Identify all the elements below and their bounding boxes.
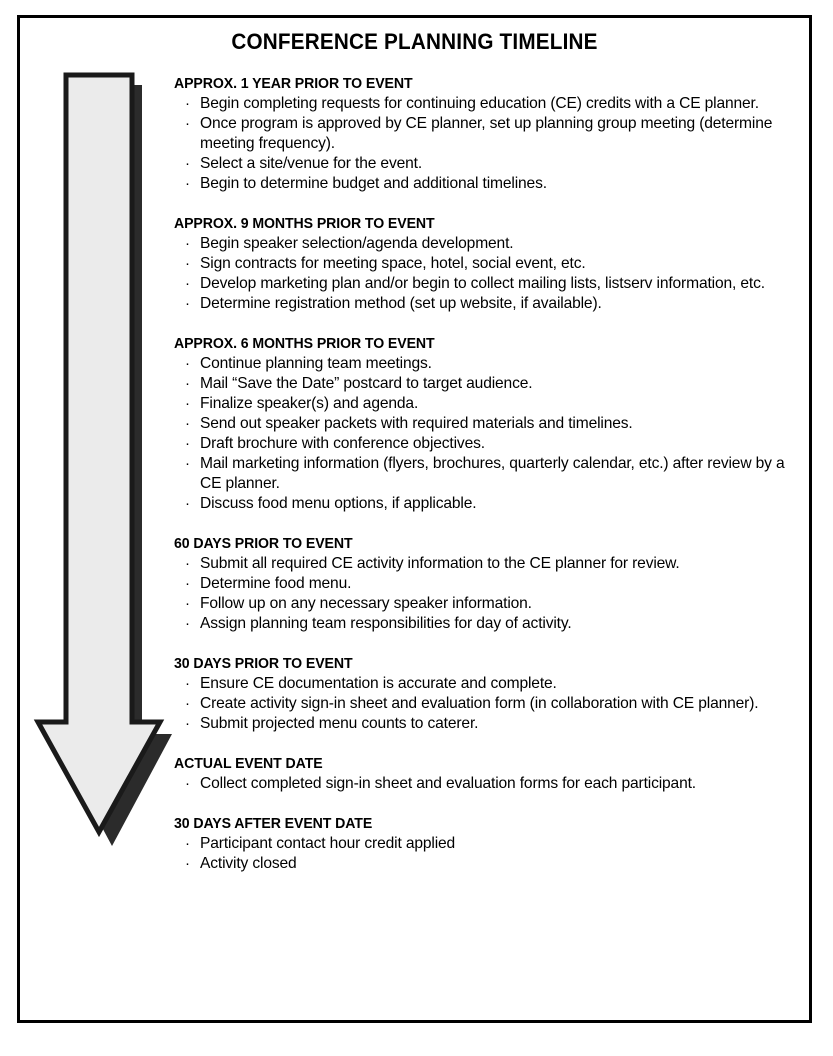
- list-item-text: Draft brochure with conference objectives.: [200, 435, 485, 452]
- section-heading: 60 DAYS PRIOR TO EVENT: [174, 535, 353, 552]
- bullet-icon: ·: [185, 715, 190, 732]
- list-item: [174, 394, 792, 414]
- bullet-icon: ·: [185, 495, 190, 512]
- list-item: [174, 114, 792, 154]
- bullet-icon: ·: [185, 355, 190, 372]
- timeline-section: [174, 74, 792, 194]
- list-item: [174, 154, 792, 174]
- section-bullet-list: [174, 674, 792, 734]
- list-item: [174, 434, 792, 454]
- bullet-icon: ·: [185, 435, 190, 452]
- bullet-icon: ·: [185, 155, 190, 172]
- bullet-icon: ·: [185, 115, 190, 132]
- list-item: [174, 174, 792, 194]
- section-bullet-list: [174, 774, 792, 794]
- list-item: [174, 254, 792, 274]
- timeline-section: [174, 334, 792, 514]
- bullet-icon: ·: [185, 275, 190, 292]
- list-item-text: Participant contact hour credit applied: [200, 835, 456, 852]
- list-item-text: Continue planning team meetings.: [200, 355, 432, 372]
- list-item-text: Mail “Save the Date” postcard to target audience.: [200, 375, 533, 392]
- section-spacer: [174, 314, 792, 334]
- timeline-section: [174, 754, 792, 794]
- bullet-icon: ·: [185, 675, 190, 692]
- list-item: [174, 694, 792, 714]
- list-item: [174, 834, 792, 854]
- section-spacer: [174, 514, 792, 534]
- list-item-text: Begin to determine budget and additional timelines.: [200, 175, 547, 192]
- bullet-icon: ·: [185, 175, 190, 192]
- section-bullet-list: [174, 234, 792, 314]
- list-item: [174, 554, 792, 574]
- section-spacer: [174, 194, 792, 214]
- list-item-text: Finalize speaker(s) and agenda.: [200, 395, 419, 412]
- list-item-text: Determine food menu.: [200, 575, 352, 592]
- bullet-icon: ·: [185, 855, 190, 872]
- list-item: [174, 674, 792, 694]
- list-item: [174, 714, 792, 734]
- section-spacer: [174, 734, 792, 754]
- bullet-icon: ·: [185, 255, 190, 272]
- list-item-text: Assign planning team responsibilities for day of activity.: [200, 615, 572, 632]
- page-title: CONFERENCE PLANNING TIMELINE: [231, 29, 598, 54]
- bullet-icon: ·: [185, 295, 190, 312]
- list-item-text: Submit all required CE activity information to the CE planner for review.: [200, 555, 680, 572]
- list-item-text: Discuss food menu options, if applicable.: [200, 495, 477, 512]
- bullet-icon: ·: [185, 575, 190, 592]
- list-item-text: Send out speaker packets with required materials and timelines.: [200, 415, 633, 432]
- bullet-icon: ·: [185, 555, 190, 572]
- list-item: [174, 454, 792, 494]
- list-item: [174, 594, 792, 614]
- section-heading: 30 DAYS PRIOR TO EVENT: [174, 655, 353, 672]
- list-item-text: Develop marketing plan and/or begin to collect mailing lists, listserv information, etc.: [200, 275, 765, 292]
- timeline-section: [174, 214, 792, 314]
- bullet-icon: ·: [185, 615, 190, 632]
- section-heading: APPROX. 9 MONTHS PRIOR TO EVENT: [174, 215, 435, 232]
- list-item-text: Create activity sign-in sheet and evaluation form (in collaboration with CE planner).: [200, 695, 759, 712]
- section-bullet-list: [174, 94, 792, 194]
- list-item-text: Activity closed: [200, 855, 297, 872]
- section-spacer: [174, 634, 792, 654]
- section-bullet-list: [174, 554, 792, 634]
- list-item-text: Ensure CE documentation is accurate and complete.: [200, 675, 557, 692]
- list-item: [174, 614, 792, 634]
- list-item: [174, 414, 792, 434]
- list-item: [174, 494, 792, 514]
- list-item-text: Once program is approved by CE planner, set up planning group meeting (determine meeting frequency).: [200, 115, 773, 152]
- bullet-icon: ·: [185, 695, 190, 712]
- section-heading: APPROX. 6 MONTHS PRIOR TO EVENT: [174, 335, 435, 352]
- bullet-icon: ·: [185, 775, 190, 792]
- list-item-text: Submit projected menu counts to caterer.: [200, 715, 479, 732]
- list-item-text: Begin completing requests for continuing education (CE) credits with a CE planner.: [200, 95, 759, 112]
- bullet-icon: ·: [185, 375, 190, 392]
- list-item-text: Mail marketing information (flyers, brochures, quarterly calendar, etc.) after review by a CE planner.: [200, 455, 785, 492]
- bullet-icon: ·: [185, 395, 190, 412]
- list-item-text: Sign contracts for meeting space, hotel, social event, etc.: [200, 255, 586, 272]
- bullet-icon: ·: [185, 415, 190, 432]
- list-item: [174, 354, 792, 374]
- list-item: [174, 374, 792, 394]
- list-item-text: Select a site/venue for the event.: [200, 155, 423, 172]
- timeline-sections: [174, 74, 792, 874]
- list-item: [174, 94, 792, 114]
- bullet-icon: ·: [185, 95, 190, 112]
- list-item: [174, 854, 792, 874]
- section-heading: ACTUAL EVENT DATE: [174, 755, 323, 772]
- list-item: [174, 274, 792, 294]
- section-bullet-list: [174, 354, 792, 514]
- list-item-text: Collect completed sign-in sheet and evaluation forms for each participant.: [200, 775, 696, 792]
- section-spacer: [174, 794, 792, 814]
- bullet-icon: ·: [185, 835, 190, 852]
- section-heading: APPROX. 1 YEAR PRIOR TO EVENT: [174, 75, 413, 92]
- section-heading: 30 DAYS AFTER EVENT DATE: [174, 815, 373, 832]
- timeline-section: [174, 814, 792, 874]
- list-item-text: Follow up on any necessary speaker information.: [200, 595, 532, 612]
- list-item: [174, 294, 792, 314]
- bullet-icon: ·: [185, 455, 190, 472]
- section-bullet-list: [174, 834, 792, 874]
- list-item: [174, 574, 792, 594]
- list-item: [174, 774, 792, 794]
- list-item: [174, 234, 792, 254]
- timeline-section: [174, 654, 792, 734]
- timeline-section: [174, 534, 792, 634]
- list-item-text: Begin speaker selection/agenda development.: [200, 235, 514, 252]
- bullet-icon: ·: [185, 595, 190, 612]
- bullet-icon: ·: [185, 235, 190, 252]
- list-item-text: Determine registration method (set up website, if available).: [200, 295, 602, 312]
